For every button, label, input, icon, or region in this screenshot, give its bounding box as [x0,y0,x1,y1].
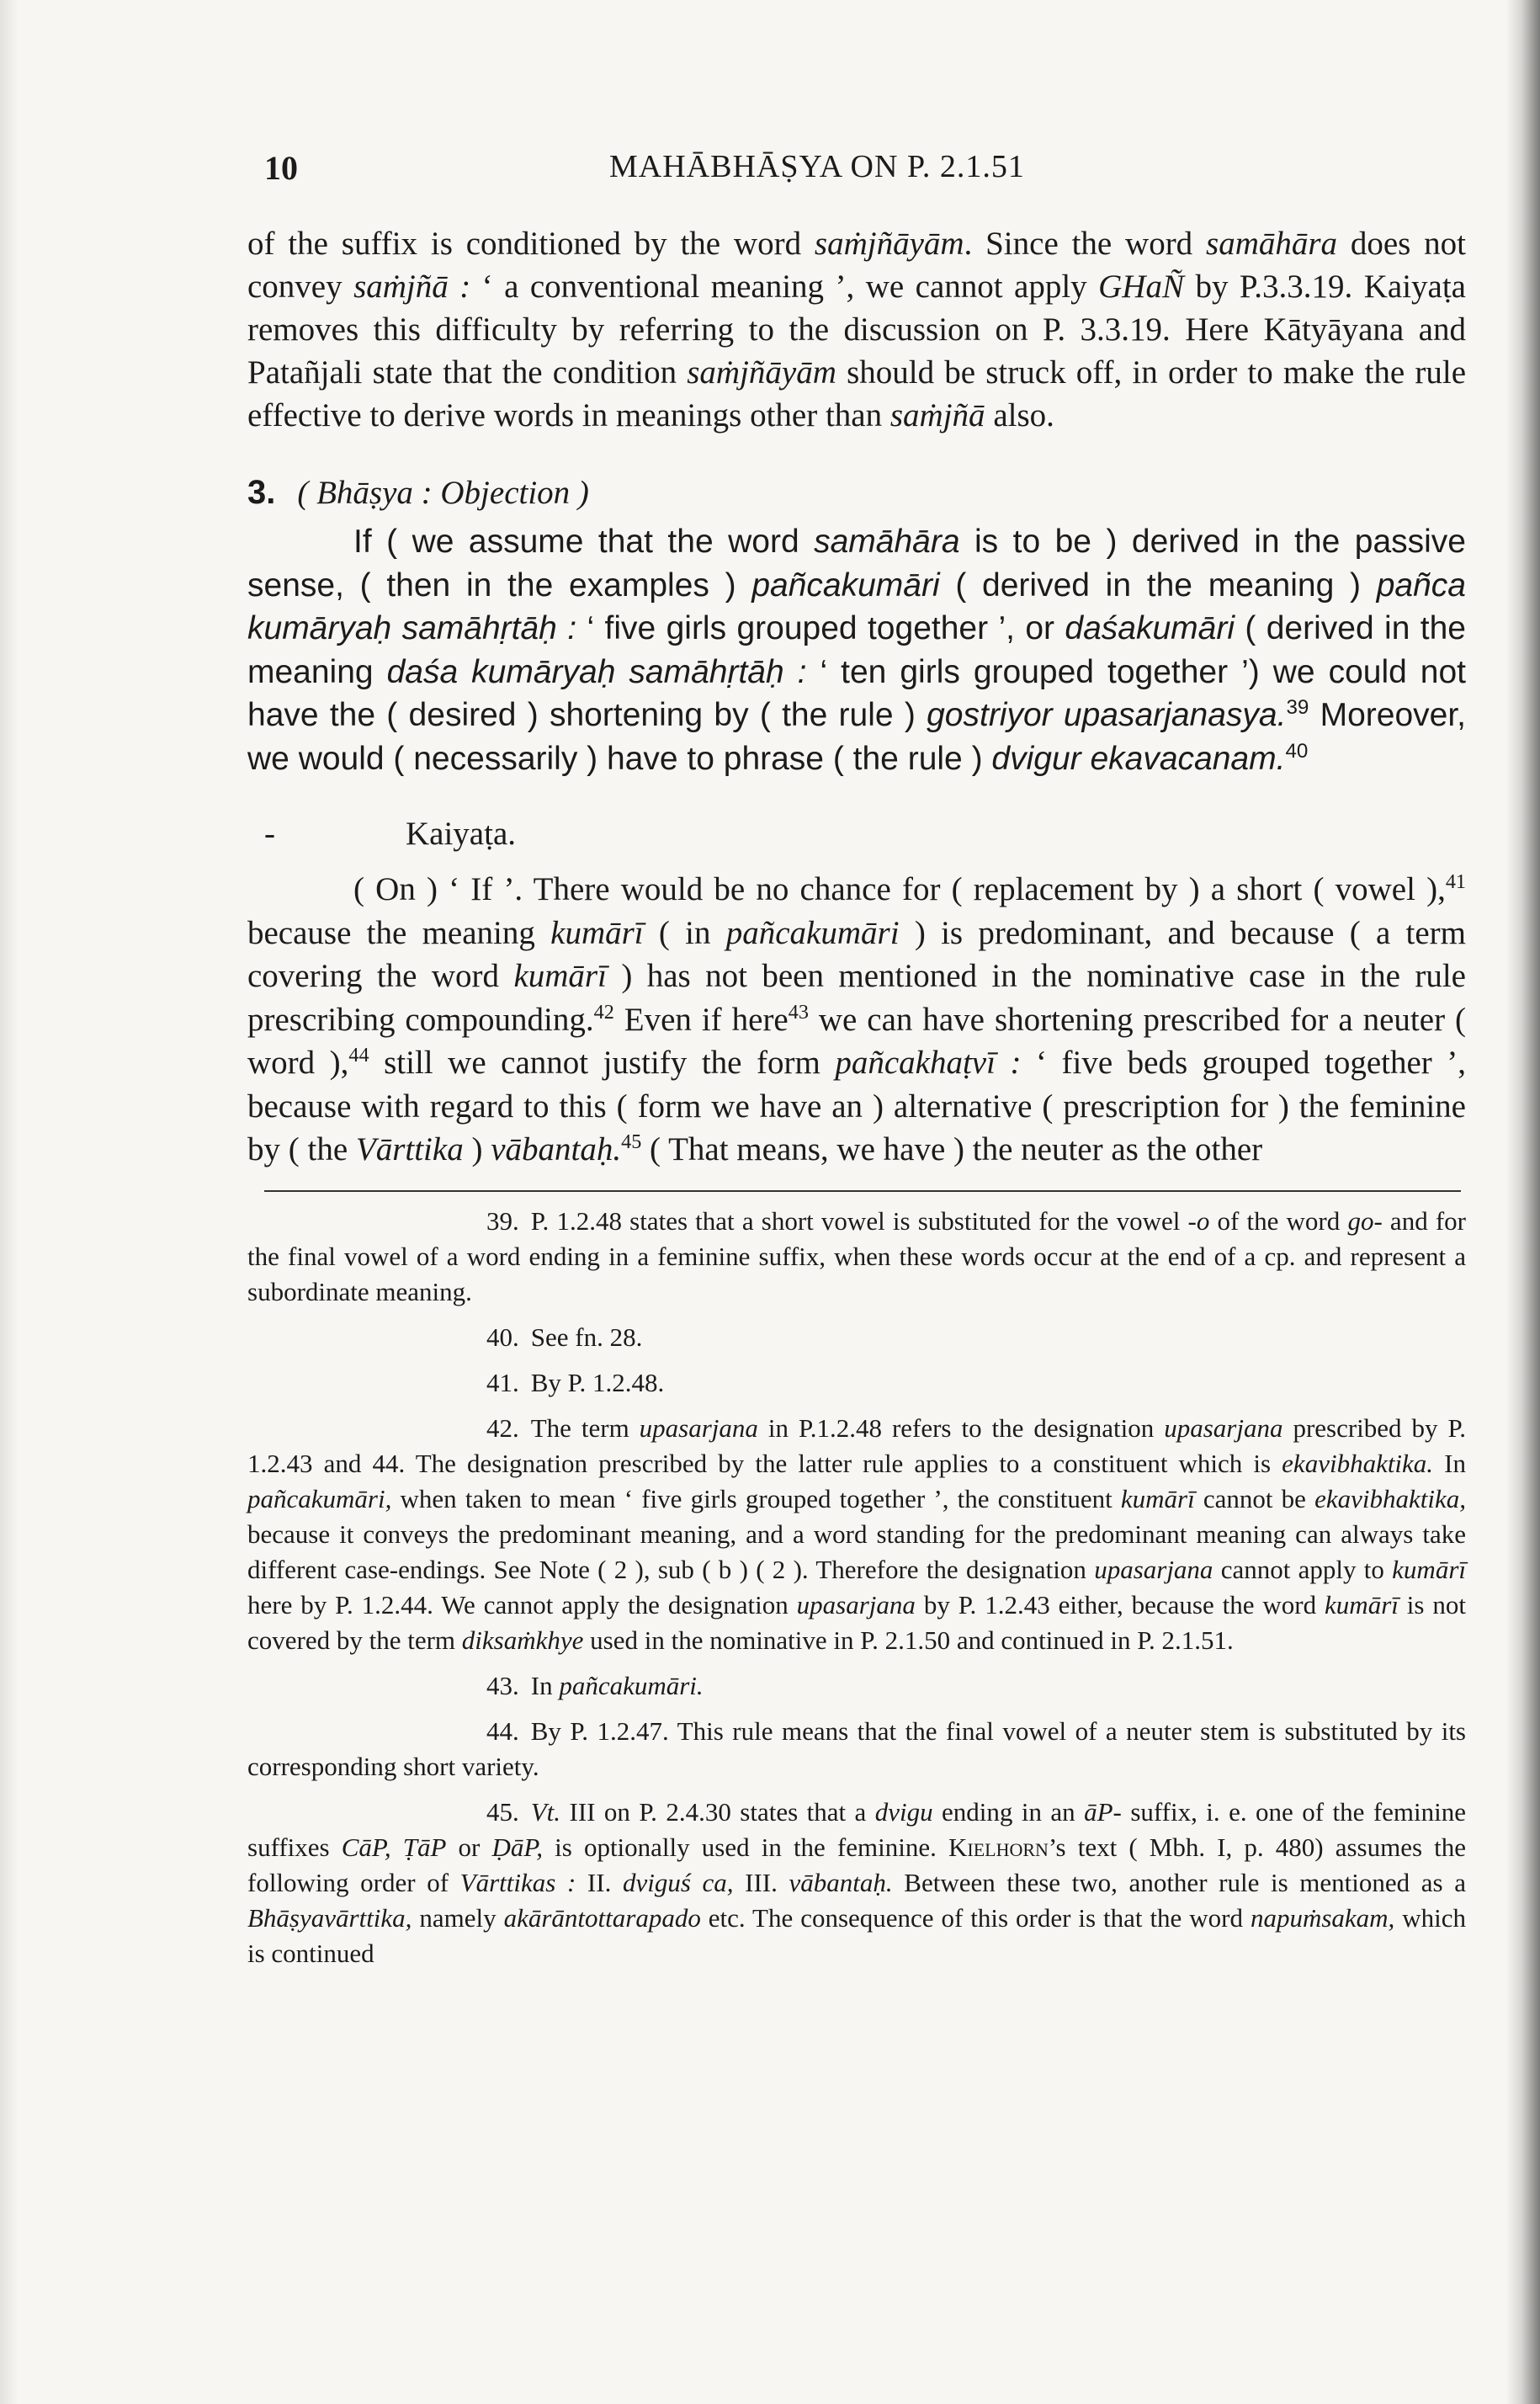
scan-shadow-left [0,0,19,2404]
footnote-ref: 40 [1285,739,1309,763]
footnote-ref: 39 [1286,696,1309,719]
footnote-divider [264,1190,1461,1192]
margin-mark: - [264,816,275,852]
footnote-ref: 42 [593,1000,614,1024]
footnote-43: 43. In pañcakumāri. [486,1670,704,1700]
intro-paragraph: of the suffix is conditioned by the word saṁjñāyām. Since the word samāhāra does not convey saṁjñā : ‘ a conventional meaning ’, we cannot apply GHaÑ by P.3.3.19. Kaiyaṭa removes this difficulty by referring to the discussion on P. 3.3.19. Here Kātyāyana and Patañjali state that the condition saṁjñāyām should be struck off, in order to make the rule effective to derive words in meanings other than saṁjñā also. [247,226,1467,433]
book-page [247,143,1466,1971]
footnote-ref: 41 [1445,870,1466,893]
section-heading [247,471,1466,515]
kaiyata-paragraph: ( On ) ‘ If ’. There would be no chance for ( replacement by ) a short ( vowel ),$^{41}$ because the meaning kumārī ( in pañcakumāri ) is predominant, and because ( a term covering the word kumārī ) has not been mentioned in the nominative case in the rule prescribing compounding.$^{42}$ Even if here$^{43}$ we can have shortening prescribed for a neuter ( word ),$^{44}$ still we cannot justify the form pañcakhaṭvī : ‘ five beds grouped together ’, because with regard to this ( form we have an ) alternative ( prescription for ) the feminine by ( the Vārttika ) vābantaḥ.$^{45}$ ( That means, we have ) the neuter as the other [247,870,1467,1167]
kaiyata-heading: - Kaiyaṭa. [247,812,1466,856]
running-head: MAHĀBHĀṢYA ON P. 2.1.51 [609,149,1025,184]
footnote-44: 44. By P. 1.2.47. This rule means that the final vowel of a neuter stem is substituted by its corresponding short variety. [247,1715,1466,1781]
footnote-ref: 45 [621,1130,642,1153]
scan-shadow-right [1506,0,1540,2404]
footnotes [247,1204,1466,1971]
footnote-40: 40. See fn. 28. [486,1322,643,1352]
footnote-ref: 44 [348,1044,369,1066]
page-number: 10 [264,149,298,187]
footnote-41: 41. By P. 1.2.48. [486,1367,665,1397]
footnote-45: 45. Vt. III on P. 2.4.30 states that a dvigu ending in an āP- suffix, i. e. one of the feminine suffixes CāP, ṬāP or ḌāP, is optionally used in the feminine. Kielhorn’s text ( Mbh. I, p. 480) assumes the following order of Vārttikas : II. dviguś ca, III. vābantaḥ. Between these two, another rule is mentioned as a Bhāṣyavārttika, namely akārāntottarapado etc. The consequence of this order is that the word napuṁsakam, which is continued [247,1796,1467,1968]
section-label: ( Bhāṣya : Objection ) [297,475,589,511]
footnote-39: 39. P. 1.2.48 states that a short vowel is substituted for the vowel -o of the word go- and for the final vowel of a word ending in a feminine suffix, when these words occur at the end of a cp. and represent a subordinate meaning. [247,1205,1467,1306]
page-header [247,143,1466,202]
section-number: 3. [247,474,276,511]
bhasya-paragraph: If ( we assume that the word samāhāra is to be ) derived in the passive sense, ( then in the examples ) pañcakumāri ( derived in the meaning ) pañca kumāryaḥ samāhṛtāḥ : ‘ five girls grouped together ’, or daśakumāri ( derived in the meaning daśa kumāryaḥ samāhṛtāḥ : ‘ ten girls grouped together ’) we could not have the ( desired ) shortening by ( the rule ) gostriyor upasarjanasya.$^{39}$ Moreover, we would ( necessarily ) have to phrase ( the rule ) dvigur ekavacanam.$^{40}$ [247,524,1467,777]
footnote-ref: 43 [788,1000,809,1024]
footnote-42: 42. The term upasarjana in P.1.2.48 refers to the designation upasarjana prescribed by P. 1.2.43 and 44. The designation prescribed by the latter rule applies to a constituent which is ekavibhaktika. In pañcakumāri, when taken to mean ‘ five girls grouped together ’, the constituent kumārī cannot be ekavibhaktika, because it conveys the predominant meaning, and a word standing for the predominant meaning can always take different case-endings. See Note ( 2 ), sub ( b ) ( 2 ). Therefore the designation upasarjana cannot apply to kumārī here by P. 1.2.44. We cannot apply the designation upasarjana by P. 1.2.43 either, because the word kumārī is not covered by the term diksaṁkhye used in the nominative in P. 2.1.50 and continued in P. 2.1.51. [247,1412,1466,1655]
